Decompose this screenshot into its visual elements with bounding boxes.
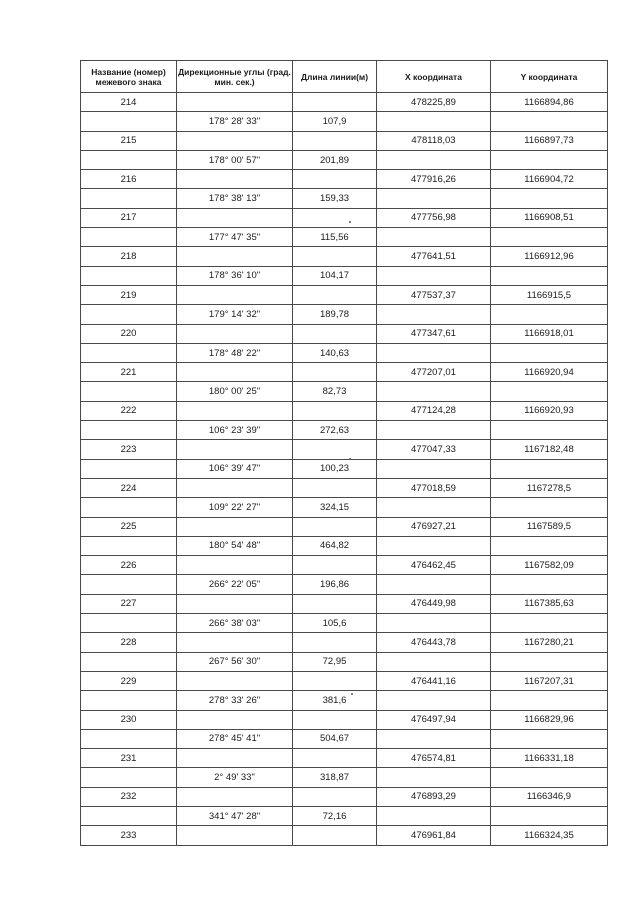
angle-cell: 266° 22' 05" [177,575,293,594]
angle-cell [177,131,293,150]
mark-cell [81,382,177,401]
mark-cell: 217 [81,208,177,227]
angle-cell [177,517,293,536]
angle-cell [177,170,293,189]
angle-cell [177,826,293,845]
y-cell: 1167207,31 [491,671,608,690]
length-cell [293,787,377,806]
mark-cell: 222 [81,401,177,420]
table-row [81,478,608,497]
table-header-row [81,61,608,93]
x-cell [377,266,491,285]
y-cell [491,189,608,208]
x-cell [377,459,491,478]
mark-cell: 230 [81,710,177,729]
table-row [81,594,608,613]
x-cell [377,112,491,131]
table-row [81,170,608,189]
length-cell [293,517,377,536]
y-cell: 1166912,96 [491,247,608,266]
angle-cell: 266° 38' 03" [177,614,293,633]
table-row [81,343,608,362]
length-cell: 464,82 [293,536,377,555]
angle-cell: 177° 47' 35" [177,228,293,247]
table-row [81,652,608,671]
mark-cell [81,498,177,517]
table-row [81,459,608,478]
angle-cell [177,324,293,343]
table-row [81,614,608,633]
scan-speck [349,458,351,460]
y-cell [491,536,608,555]
x-cell [377,305,491,324]
angle-cell [177,478,293,497]
length-cell [293,131,377,150]
x-cell [377,382,491,401]
x-cell: 477916,26 [377,170,491,189]
x-cell [377,652,491,671]
table-row [81,305,608,324]
y-cell: 1167582,09 [491,556,608,575]
length-cell [293,671,377,690]
y-cell: 1167182,48 [491,440,608,459]
table-row [81,498,608,517]
y-cell: 1166346,9 [491,787,608,806]
table-row [81,806,608,825]
angle-cell: 180° 54' 48" [177,536,293,555]
angle-cell: 109° 22' 27" [177,498,293,517]
x-cell [377,536,491,555]
y-cell [491,768,608,787]
length-cell [293,749,377,768]
y-cell: 1167278,5 [491,478,608,497]
angle-cell [177,285,293,304]
table-row [81,536,608,555]
y-cell [491,691,608,710]
x-cell: 478118,03 [377,131,491,150]
mark-cell: 215 [81,131,177,150]
x-cell [377,228,491,247]
mark-cell: 214 [81,93,177,112]
mark-cell: 226 [81,556,177,575]
y-cell [491,459,608,478]
angle-cell [177,556,293,575]
mark-cell [81,266,177,285]
length-cell: 72,16 [293,806,377,825]
x-cell: 477347,61 [377,324,491,343]
length-cell: 140,63 [293,343,377,362]
table-row [81,382,608,401]
y-cell: 1166920,94 [491,363,608,382]
angle-cell: 178° 36' 10" [177,266,293,285]
length-cell: 504,67 [293,729,377,748]
x-cell: 476449,98 [377,594,491,613]
table-row [81,826,608,845]
table-row [81,691,608,710]
x-cell [377,614,491,633]
mark-cell: 219 [81,285,177,304]
x-cell: 476893,29 [377,787,491,806]
angle-cell [177,633,293,652]
length-cell: 318,87 [293,768,377,787]
mark-cell: 225 [81,517,177,536]
x-cell [377,189,491,208]
y-cell: 1166908,51 [491,208,608,227]
length-cell [293,594,377,613]
table-row [81,633,608,652]
angle-cell: 106° 39' 47" [177,459,293,478]
table-row [81,208,608,227]
length-cell: 381,6 [293,691,377,710]
angle-cell: 106° 23' 39" [177,421,293,440]
mark-cell [81,421,177,440]
length-cell: 324,15 [293,498,377,517]
y-cell [491,575,608,594]
x-cell: 476443,78 [377,633,491,652]
angle-cell [177,208,293,227]
y-cell: 1166829,96 [491,710,608,729]
mark-cell [81,459,177,478]
length-cell [293,440,377,459]
y-cell [491,343,608,362]
angle-cell: 278° 33' 26" [177,691,293,710]
length-cell [293,285,377,304]
length-cell: 107,9 [293,112,377,131]
angle-cell [177,787,293,806]
y-cell: 1166894,86 [491,93,608,112]
x-cell: 478225,89 [377,93,491,112]
angle-cell [177,363,293,382]
table-row [81,421,608,440]
y-cell [491,421,608,440]
x-cell: 476961,84 [377,826,491,845]
y-cell: 1167589,5 [491,517,608,536]
table-row [81,93,608,112]
angle-cell: 178° 00' 57" [177,150,293,169]
mark-cell [81,729,177,748]
length-cell: 159,33 [293,189,377,208]
length-cell [293,324,377,343]
x-cell: 477207,01 [377,363,491,382]
angle-cell [177,440,293,459]
table-row [81,556,608,575]
table-row [81,150,608,169]
y-cell: 1166920,93 [491,401,608,420]
angle-cell [177,710,293,729]
angle-cell: 278° 45' 41" [177,729,293,748]
x-cell: 477047,33 [377,440,491,459]
angle-cell: 178° 38' 13" [177,189,293,208]
angle-cell: 267° 56' 30" [177,652,293,671]
angle-cell [177,749,293,768]
mark-cell [81,768,177,787]
x-cell: 476441,16 [377,671,491,690]
header-direction-angles: Дирекционные углы (град. мин. сек.) [177,61,293,93]
table-row [81,324,608,343]
y-cell [491,266,608,285]
table-row [81,131,608,150]
mark-cell [81,189,177,208]
x-cell [377,421,491,440]
y-cell [491,498,608,517]
length-cell: 105,6 [293,614,377,633]
table-row [81,729,608,748]
x-cell [377,768,491,787]
x-cell [377,575,491,594]
y-cell: 1166918,01 [491,324,608,343]
header-mark-name: Название (номер) межевого знака [81,61,177,93]
mark-cell: 227 [81,594,177,613]
y-cell: 1167385,63 [491,594,608,613]
x-cell [377,343,491,362]
table-row [81,247,608,266]
length-cell [293,710,377,729]
angle-cell [177,247,293,266]
length-cell: 100,23 [293,459,377,478]
x-cell [377,150,491,169]
angle-cell [177,594,293,613]
length-cell [293,826,377,845]
y-cell: 1167280,21 [491,633,608,652]
y-cell: 1166324,35 [491,826,608,845]
mark-cell [81,112,177,131]
table-row [81,671,608,690]
length-cell: 196,86 [293,575,377,594]
mark-cell: 223 [81,440,177,459]
table-row [81,575,608,594]
table-row [81,749,608,768]
length-cell: 272,63 [293,421,377,440]
scan-speck [351,693,353,695]
header-x-coordinate: X координата [377,61,491,93]
mark-cell: 216 [81,170,177,189]
mark-cell: 231 [81,749,177,768]
table-row [81,710,608,729]
x-cell: 477537,37 [377,285,491,304]
mark-cell: 233 [81,826,177,845]
y-cell: 1166915,5 [491,285,608,304]
table-row [81,517,608,536]
y-cell: 1166897,73 [491,131,608,150]
mark-cell: 232 [81,787,177,806]
length-cell: 189,78 [293,305,377,324]
x-cell: 477018,59 [377,478,491,497]
mark-cell [81,228,177,247]
mark-cell: 229 [81,671,177,690]
length-cell [293,633,377,652]
header-line-length: Длина линии(м) [293,61,377,93]
y-cell [491,382,608,401]
table-row [81,401,608,420]
header-y-coordinate: Y координата [491,61,608,93]
mark-cell [81,305,177,324]
angle-cell: 178° 28' 33" [177,112,293,131]
mark-cell: 228 [81,633,177,652]
y-cell: 1166904,72 [491,170,608,189]
mark-cell [81,614,177,633]
mark-cell: 218 [81,247,177,266]
angle-cell [177,93,293,112]
mark-cell [81,150,177,169]
angle-cell: 179° 14' 32" [177,305,293,324]
length-cell [293,247,377,266]
x-cell [377,498,491,517]
x-cell: 476574,81 [377,749,491,768]
x-cell: 476462,45 [377,556,491,575]
x-cell: 476927,21 [377,517,491,536]
table-row [81,440,608,459]
table-row [81,266,608,285]
length-cell: 104,17 [293,266,377,285]
mark-cell: 224 [81,478,177,497]
length-cell [293,93,377,112]
table-row [81,768,608,787]
mark-cell [81,652,177,671]
x-cell: 476497,94 [377,710,491,729]
length-cell [293,208,377,227]
table-row [81,112,608,131]
length-cell [293,363,377,382]
length-cell: 115,56 [293,228,377,247]
table-row [81,228,608,247]
x-cell [377,691,491,710]
y-cell [491,806,608,825]
table-row [81,787,608,806]
y-cell [491,305,608,324]
angle-cell [177,401,293,420]
y-cell [491,228,608,247]
x-cell [377,806,491,825]
length-cell: 72,95 [293,652,377,671]
length-cell [293,478,377,497]
length-cell: 201,89 [293,150,377,169]
x-cell: 477756,98 [377,208,491,227]
length-cell [293,556,377,575]
angle-cell: 341° 47' 28" [177,806,293,825]
y-cell [491,150,608,169]
mark-cell [81,343,177,362]
y-cell [491,112,608,131]
mark-cell: 220 [81,324,177,343]
x-cell [377,729,491,748]
y-cell: 1166331,18 [491,749,608,768]
mark-cell [81,536,177,555]
y-cell [491,729,608,748]
x-cell: 477641,51 [377,247,491,266]
mark-cell [81,575,177,594]
boundary-marks-table [80,60,608,846]
angle-cell: 178° 48' 22" [177,343,293,362]
scan-speck [349,221,351,223]
x-cell: 477124,28 [377,401,491,420]
y-cell [491,652,608,671]
angle-cell: 180° 00' 25" [177,382,293,401]
table-body [81,93,608,846]
mark-cell: 221 [81,363,177,382]
y-cell [491,614,608,633]
mark-cell [81,691,177,710]
length-cell [293,401,377,420]
length-cell: 82,73 [293,382,377,401]
length-cell [293,170,377,189]
table-row [81,363,608,382]
table-row [81,189,608,208]
angle-cell [177,671,293,690]
mark-cell [81,806,177,825]
angle-cell: 2° 49' 33" [177,768,293,787]
table-row [81,285,608,304]
